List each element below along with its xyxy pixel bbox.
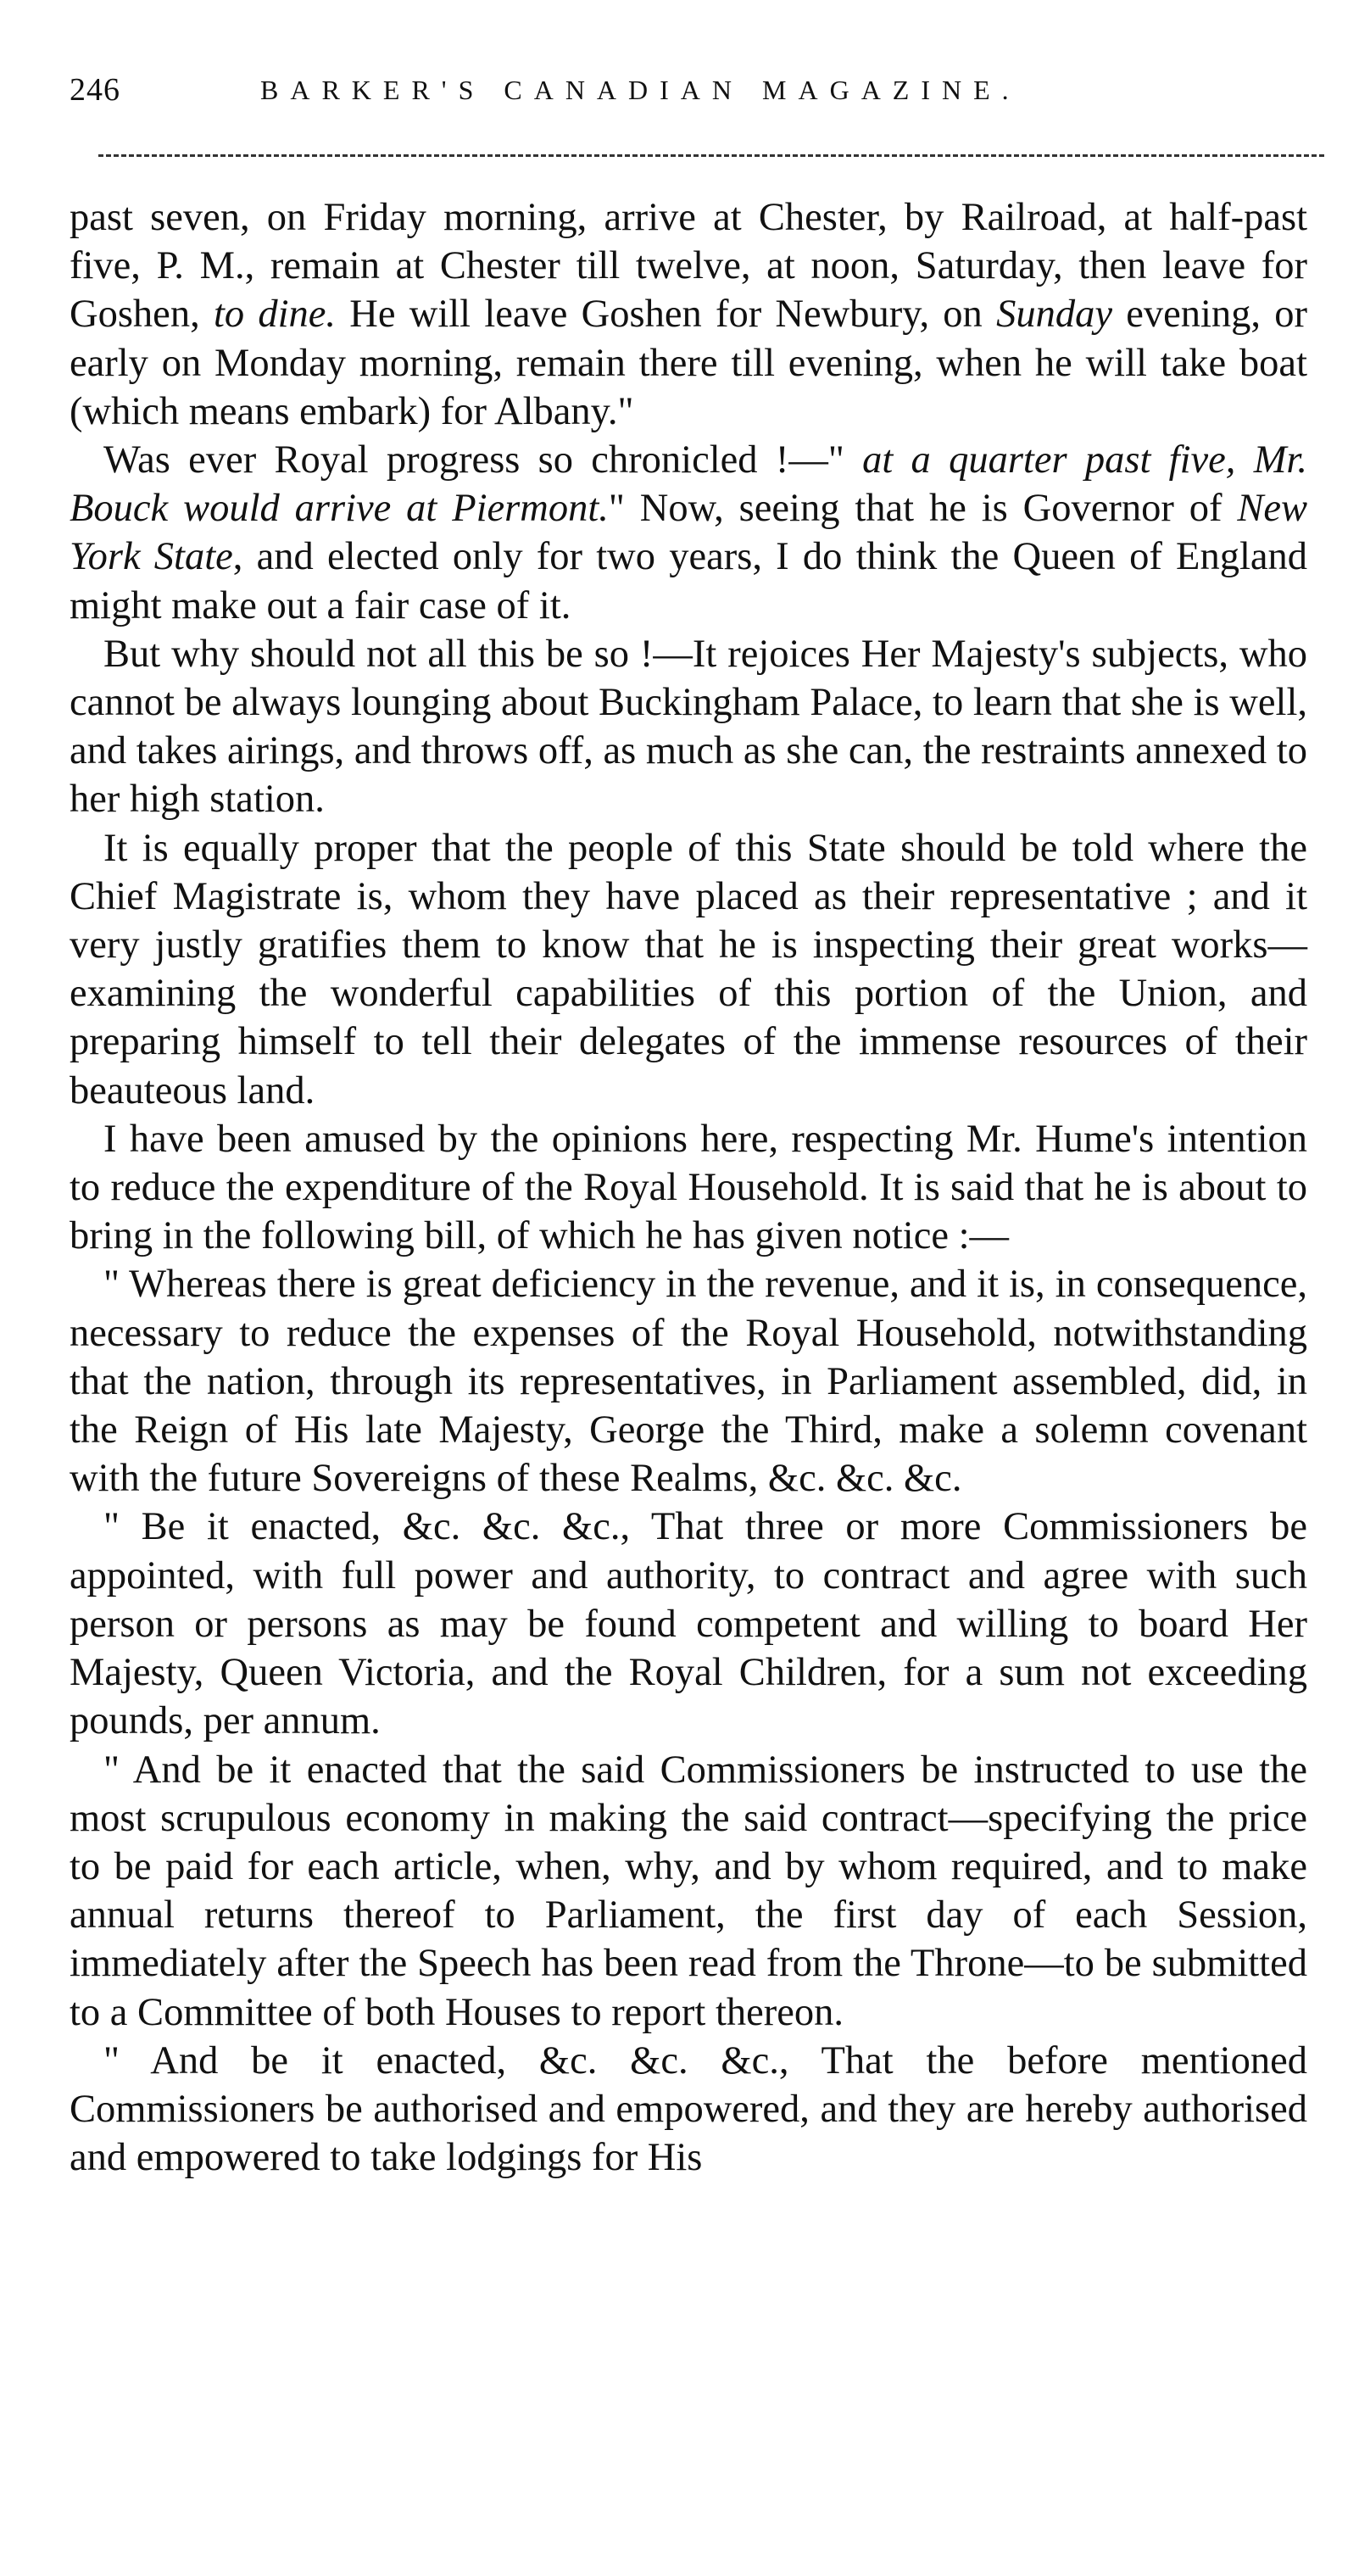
italic-run: Sunday xyxy=(996,293,1112,337)
article-body xyxy=(70,193,1307,2182)
paragraph xyxy=(70,1503,1307,1745)
text-run: " Now, seeing that he is Governor of xyxy=(608,487,1238,531)
text-run: " Whereas there is great deficiency in the revenue, and it is, in consequence, necessary to reduce the expenses of the Royal Household, notwithstanding that the nation, through its representatives, in Parliament assembled, did, in the Reign of His late Majesty, George the Third, make a solemn covenant with the future Sovereigns of these Realms, &c. &c. &c. xyxy=(70,1263,1307,1501)
page-number: 246 xyxy=(70,72,120,108)
document-page xyxy=(70,59,1308,2180)
running-head xyxy=(70,59,1307,119)
paragraph xyxy=(70,1115,1307,1261)
italic-run: at a quarter past five, Mr. Bouck would arrive at Piermont. xyxy=(70,438,1307,531)
header-rule xyxy=(98,154,1324,157)
magazine-title: BARKER'S CANADIAN MAGAZINE. xyxy=(260,75,1021,105)
italic-run: to dine. xyxy=(213,293,337,337)
text-run: past seven, on Friday morning, arrive at Chester, by Railroad, at half-past five, P. M., remain at Chester till twelve, at noon, Saturday, then leave for Goshen, xyxy=(70,196,1307,337)
text-run: evening, or early on Monday morning, remain there till evening, when he will take boat (which means embark) for Albany." xyxy=(70,293,1307,433)
text-run: Was ever Royal progress so chronicled !—" xyxy=(103,438,863,482)
paragraph xyxy=(70,824,1307,1115)
paragraph xyxy=(70,1746,1307,2037)
paragraph xyxy=(70,2037,1307,2183)
text-run: " Be it enacted, &c. &c. &c., That three or more Commissioners be appointed, with full power and authority, to contract and agree with such person or persons as may be found competent and willing to board Her Majesty, Queen Victoria, and the Royal Children, for a sum not exceeding pounds, per annum. xyxy=(70,1505,1307,1743)
paragraph xyxy=(70,630,1307,824)
italic-run: New York State xyxy=(70,487,1307,579)
text-run: " And be it enacted, &c. &c. &c., That the before mentioned Commissioners be authorised and empowered, and they are hereby authorised and empowered to take lodgings for His xyxy=(70,2038,1307,2180)
text-run: , and elected only for two years, I do think the Queen of England might make out a fair case of it. xyxy=(70,535,1308,627)
paragraph xyxy=(70,1260,1307,1503)
paragraph xyxy=(70,193,1307,436)
text-run: It is equally proper that the people of this State should be told where the Chief Magistrate is, whom they have placed as their representative ; and it very justly gratifies them to know that he is inspecting their great works—examining the wonderful capabilities of this portion of the Union, and preparing himself to tell their delegates of the immense resources of their beauteous land. xyxy=(70,826,1307,1112)
text-run: But why should not all this be so !—It rejoices Her Majesty's subjects, who cannot be always lounging about Buckingham Palace, to learn that she is well, and takes airings, and throws off, as much as she can, the restraints annexed to her high station. xyxy=(70,632,1307,822)
paragraph xyxy=(70,436,1307,630)
text-run: " And be it enacted that the said Commissioners be instructed to use the most scrupulous economy in making the said contract—specifying the price to be paid for each article, when, why, and by whom required, and to make annual returns thereof to Parliament, the first day of each Session, immediately after the Speech has been read from the Throne—to be submitted to a Committee of both Houses to report thereon. xyxy=(70,1748,1307,2034)
text-run: I have been amused by the opinions here, respecting Mr. Hume's intention to reduce the expenditure of the Royal Household. It is said that he is about to bring in the following bill, of which he has given notice :— xyxy=(70,1117,1307,1258)
text-run: He will leave Goshen for Newbury, on xyxy=(336,293,997,337)
